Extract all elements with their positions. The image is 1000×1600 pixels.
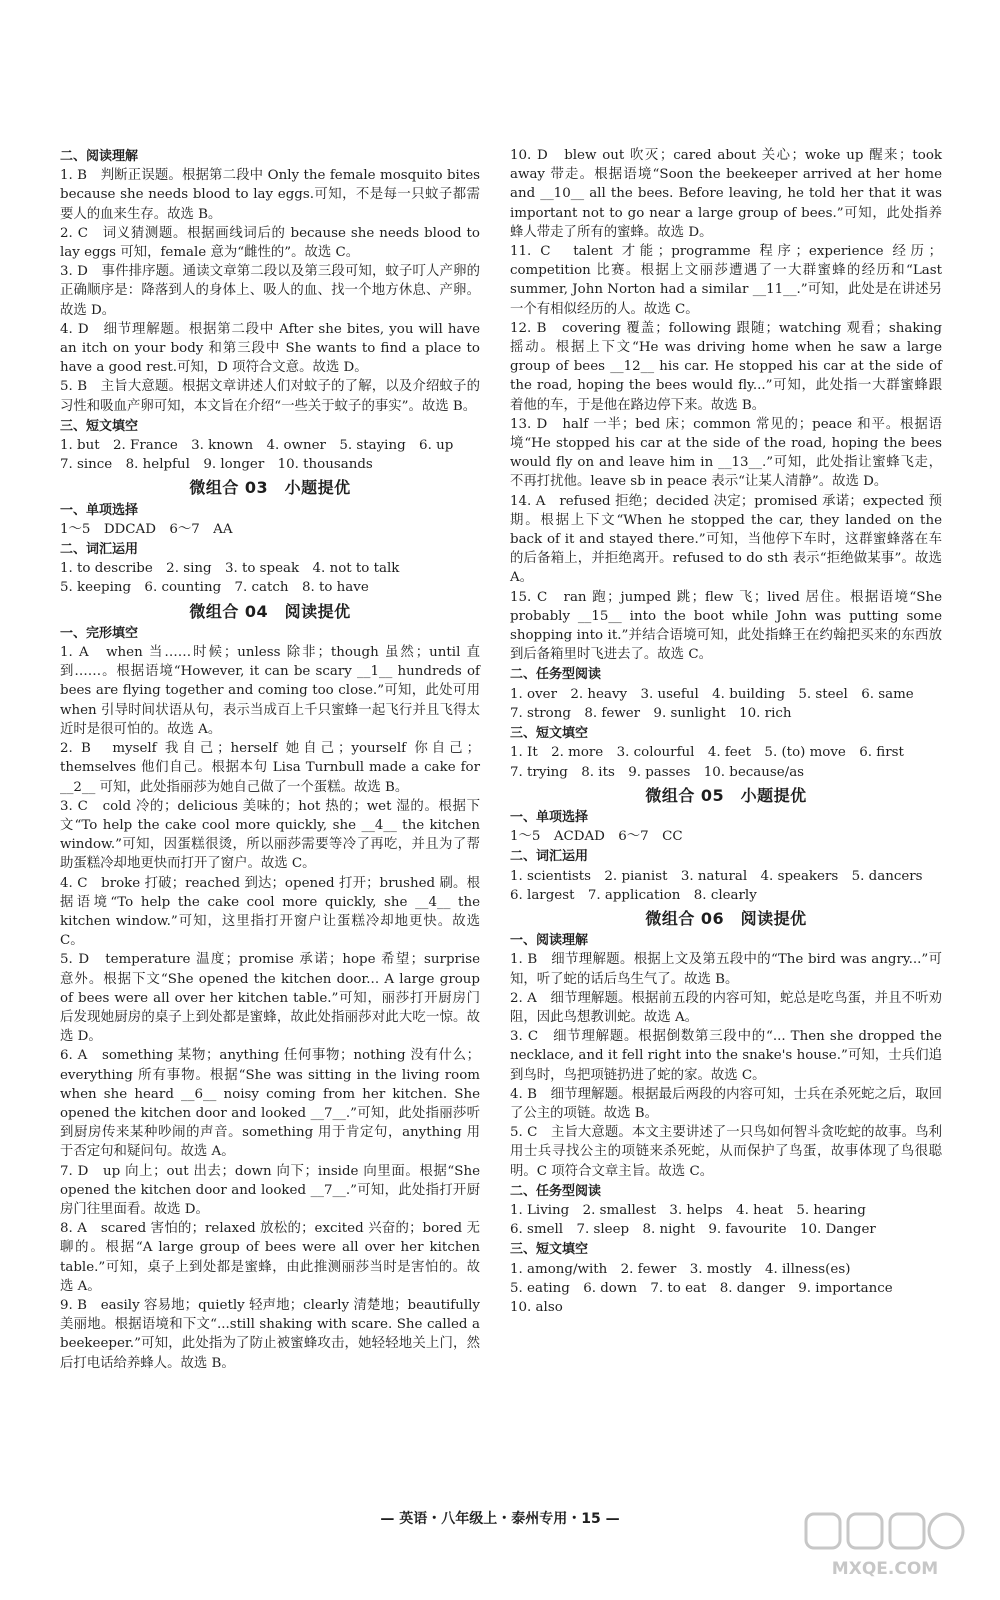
answer-row: 5. eating 6. down 7. to eat 8. danger 9. importance	[510, 1280, 893, 1296]
group-title: 微组合 05 小题提优	[645, 785, 807, 805]
section-heading: 二、词汇运用	[60, 542, 139, 558]
page-footer: — 英语・八年级上・泰州专用・15 —	[380, 1511, 620, 1527]
answer-paragraph: 1. B 细节理解题。根据上文及第五段中的“The bird was angry...”可知，听了蛇的话后鸟生气了。故选 B。	[510, 952, 942, 987]
answer-paragraph: 2. C 词义猜测题。根据画线词后的 because she needs blood to lay eggs 可知，female 意为“雌性的”。故选 C。	[60, 225, 480, 261]
answer-row: 10. also	[510, 1299, 563, 1315]
watermark-logo	[800, 1510, 970, 1580]
section-heading: 三、短文填空	[510, 1242, 589, 1258]
answer-row: 6. largest 7. application 8. clearly	[510, 887, 757, 903]
section-heading: 三、短文填空	[60, 418, 139, 434]
section-heading: 一、完形填空	[60, 625, 139, 641]
answer-row: 1. among/with 2. fewer 3. mostly 4. illness(es)	[510, 1261, 851, 1277]
section-heading: 二、任务型阅读	[510, 667, 602, 683]
answer-row: 6. smell 7. sleep 8. night 9. favourite 10. Danger	[510, 1222, 876, 1238]
answer-paragraph: 5. B 主旨大意题。根据文章讲述人们对蚊子的了解，以及介绍蚊子的习性和吸血产卵可知，本文旨在介绍“一些关于蚊子的事实”。故选 B。	[60, 379, 480, 414]
answer-row: 7. strong 8. fewer 9. sunlight 10. rich	[510, 705, 792, 721]
answer-paragraph: 4. C broke 打破；reached 到达；opened 打开；brushed 刷。根据语境“To help the cake cool more quickly, she __4__ the kitchen window.”可知，这里指打开窗户让蛋糕冷却地更快。故选 C。	[60, 875, 480, 949]
answer-paragraph: 4. B 细节理解题。根据最后两段的内容可知，士兵在杀死蛇之后，取回了公主的项链。故选 B。	[510, 1086, 942, 1121]
answer-row: 1. to describe 2. sing 3. to speak 4. not to talk	[60, 561, 400, 577]
answer-paragraph: 5. D temperature 温度；promise 承诺；hope 希望；surprise 意外。根据下文“She opened the kitchen door... A large group of bees were all over her kitchen table.”可知，丽莎打开厨房门后发现她厨房的桌子上到处都是蜜蜂，故此处指丽莎对此大吃一惊。故选 D。	[60, 952, 480, 1045]
section-heading: 二、任务型阅读	[510, 1183, 602, 1199]
answer-row: 5. keeping 6. counting 7. catch 8. to have	[60, 580, 369, 596]
section-heading: 一、单项选择	[60, 502, 139, 518]
answer-paragraph: 9. B easily 容易地；quietly 轻声地；clearly 清楚地；beautifully 美丽地。根据语境和下文“...still shaking with scare. She called a beekeeper.”可知，此处指为了防止被蜜蜂攻击，她轻轻地关上门，然后打电话给养蜂人。故选 B。	[60, 1297, 480, 1371]
section-heading: 一、阅读理解	[510, 933, 589, 949]
answer-paragraph: 1. A when 当……时候；unless 除非；though 虽然；until 直到……。根据语境“However, it can be scary __1__ hundreds of bees are flying together and coming too close.”可知，此处可用 when 引导时间状语从句，表示当成百上千只蜜蜂一起飞行并且飞得太近时是很可怕的。故选 A。	[60, 645, 480, 737]
answer-row: 1. but 2. France 3. known 4. owner 5. staying 6. up	[60, 438, 454, 454]
answer-paragraph: 4. D 细节理解题。根据第二段中 After she bites, you will have an itch on your body 和第三段中 She wants to find a place to have a good rest.可知，D 项符合文意。故选 D。	[60, 321, 480, 376]
answer-row: 1～5 DDCAD 6～7 AA	[60, 521, 233, 537]
answer-paragraph: 3. D 事件排序题。通读文章第二段以及第三段可知，蚊子叮人产卵的正确顺序是：降落到人的身体上、吸人的血、找一个地方休息、产卵。故选 D。	[60, 264, 480, 318]
svg-text:MXQE.COM: MXQE.COM	[831, 1559, 939, 1579]
answer-paragraph: 8. A scared 害怕的；relaxed 放松的；excited 兴奋的；bored 无聊的。根据“A large group of bees were all over her kitchen table.”可知，桌子上到处都是蜜蜂，由此推测丽莎当时是害怕的。故选 A。	[60, 1221, 480, 1294]
answer-paragraph: 2. B myself 我自己；herself 她自己；yourself 你自己；themselves 他们自己。根据本句 Lisa Turnbull made a cake for __2__ 可知，此处指丽莎为她自己做了一个蛋糕。故选 B。	[60, 741, 480, 795]
left-column	[60, 146, 480, 1373]
group-title: 微组合 04 阅读提优	[189, 601, 351, 621]
answer-paragraph: 6. A something 某物；anything 任何事物；nothing 没有什么；everything 所有事物。根据“She was sitting in the living room when she heard __6__ noisy coming from her kitchen. She opened the kitchen door and looked __7__.”可知，此处指丽莎听到厨房传来某种吵闹的声音。something 用于肯定句，anything 用于否定句和疑问句。故选 A。	[60, 1048, 480, 1160]
answer-paragraph: 14. A refused 拒绝；decided 决定；promised 承诺；expected 预期。根据上下文“When he stopped the car, they landed on the back of it and stayed there.”可知，当他停下车时，这群蜜蜂落在车的后备箱上，并拒绝离开。refused to do sth 表示“拒绝做某事”。故选 A。	[510, 493, 942, 586]
section-heading: 二、词汇运用	[510, 849, 589, 865]
right-column	[510, 146, 942, 1317]
answer-paragraph: 2. A 细节理解题。根据前五段的内容可知，蛇总是吃鸟蛋，并且不听劝阻，因此鸟想教训蛇。故选 A。	[510, 990, 942, 1025]
answer-paragraph: 3. C 细节理解题。根据倒数第三段中的“... Then she dropped the necklace, and it fell right into the snake's house.”可知，士兵们追到鸟时，鸟把项链扔进了蛇的家。故选 C。	[510, 1029, 942, 1083]
answer-paragraph: 12. B covering 覆盖；following 跟随；watching 观看；shaking 摇动。根据上下文“He was driving home when he saw a large group of bees __12__ his car. He stopped his car at the side of the road, hoping the bees would fly...”可知，此处指一大群蜜蜂跟着他的车，于是他在路边停下来。故选 B。	[510, 320, 942, 413]
answer-paragraph: 11. C talent 才能；programme 程序；experience 经历；competition 比赛。根据上文丽莎遭遇了一大群蜜蜂的经历和“Last summer, John Norton had a similar __11__.”可知，此处是在讲述另一个有相似经历的人。故选 C。	[510, 244, 942, 317]
section-heading: 三、短文填空	[510, 726, 589, 742]
section-heading: 一、单项选择	[510, 809, 589, 825]
answer-paragraph: 3. C cold 冷的；delicious 美味的；hot 热的；wet 湿的。根据下文“To help the cake cool more quickly, she __4__ the kitchen window.”可知，因蛋糕很烫，所以丽莎需要等冷了再吃，并且为了帮助蛋糕冷却地更快而打开了窗户。故选 C。	[60, 798, 480, 872]
answer-paragraph: 1. B 判断正误题。根据第二段中 Only the female mosquito bites because she needs blood to lay eggs.可知，不是每一只蚊子都需要人的血来生存。故选 B。	[60, 168, 480, 222]
answer-row: 7. since 8. helpful 9. longer 10. thousands	[60, 457, 373, 473]
answer-row: 1～5 ACDAD 6～7 CC	[510, 829, 683, 845]
group-title: 微组合 03 小题提优	[189, 478, 351, 498]
answer-row: 7. trying 8. its 9. passes 10. because/as	[510, 764, 805, 780]
answer-row: 1. It 2. more 3. colourful 4. feet 5. (to) move 6. first	[510, 745, 904, 761]
answer-paragraph: 10. D blew out 吹灭；cared about 关心；woke up 醒来；took away 带走。根据语境“Soon the beekeeper arrived at her home and __10__ all the bees. Before leaving, he told her that it was important not to go near a large group of bees.”可知，此处指养蜂人带走了所有的蜜蜂。故选 D。	[510, 148, 942, 240]
answer-paragraph: 7. D up 向上；out 出去；down 向下；inside 向里面。根据“She opened the kitchen door and looked __7__.”可知，此处指打开厨房门往里面看。故选 D。	[60, 1163, 480, 1217]
section-heading: 二、阅读理解	[60, 149, 139, 164]
answer-paragraph: 15. C ran 跑；jumped 跳；flew 飞；lived 居住。根据语境“She probably __15__ into the boot while John was putting some shopping into it.”并结合语境可知，此处指蜂王在约翰把买来的东西放到后备箱里时飞进去了。故选 C。	[510, 589, 942, 663]
answer-row: 1. over 2. heavy 3. useful 4. building 5. steel 6. same	[510, 686, 914, 702]
answer-row: 1. scientists 2. pianist 3. natural 4. speakers 5. dancers	[510, 868, 923, 884]
group-title: 微组合 06 阅读提优	[645, 908, 807, 928]
answer-row: 1. Living 2. smallest 3. helps 4. heat 5. hearing	[510, 1202, 866, 1218]
answer-paragraph: 5. C 主旨大意题。本文主要讲述了一只鸟如何智斗贪吃蛇的故事。鸟利用士兵寻找公主的项链来杀死蛇，从而保护了鸟蛋，故事体现了鸟很聪明。C 项符合文章主旨。故选 C。	[510, 1125, 942, 1179]
answer-paragraph: 13. D half 一半；bed 床；common 常见的；peace 和平。根据语境“He stopped his car at the side of the road, hoping the bees would fly on and leave him in __13__.”可知，此处指让蜜蜂飞走，不再打扰他。leave sb in peace 表示“让某人清静”。故选 D。	[510, 416, 942, 490]
